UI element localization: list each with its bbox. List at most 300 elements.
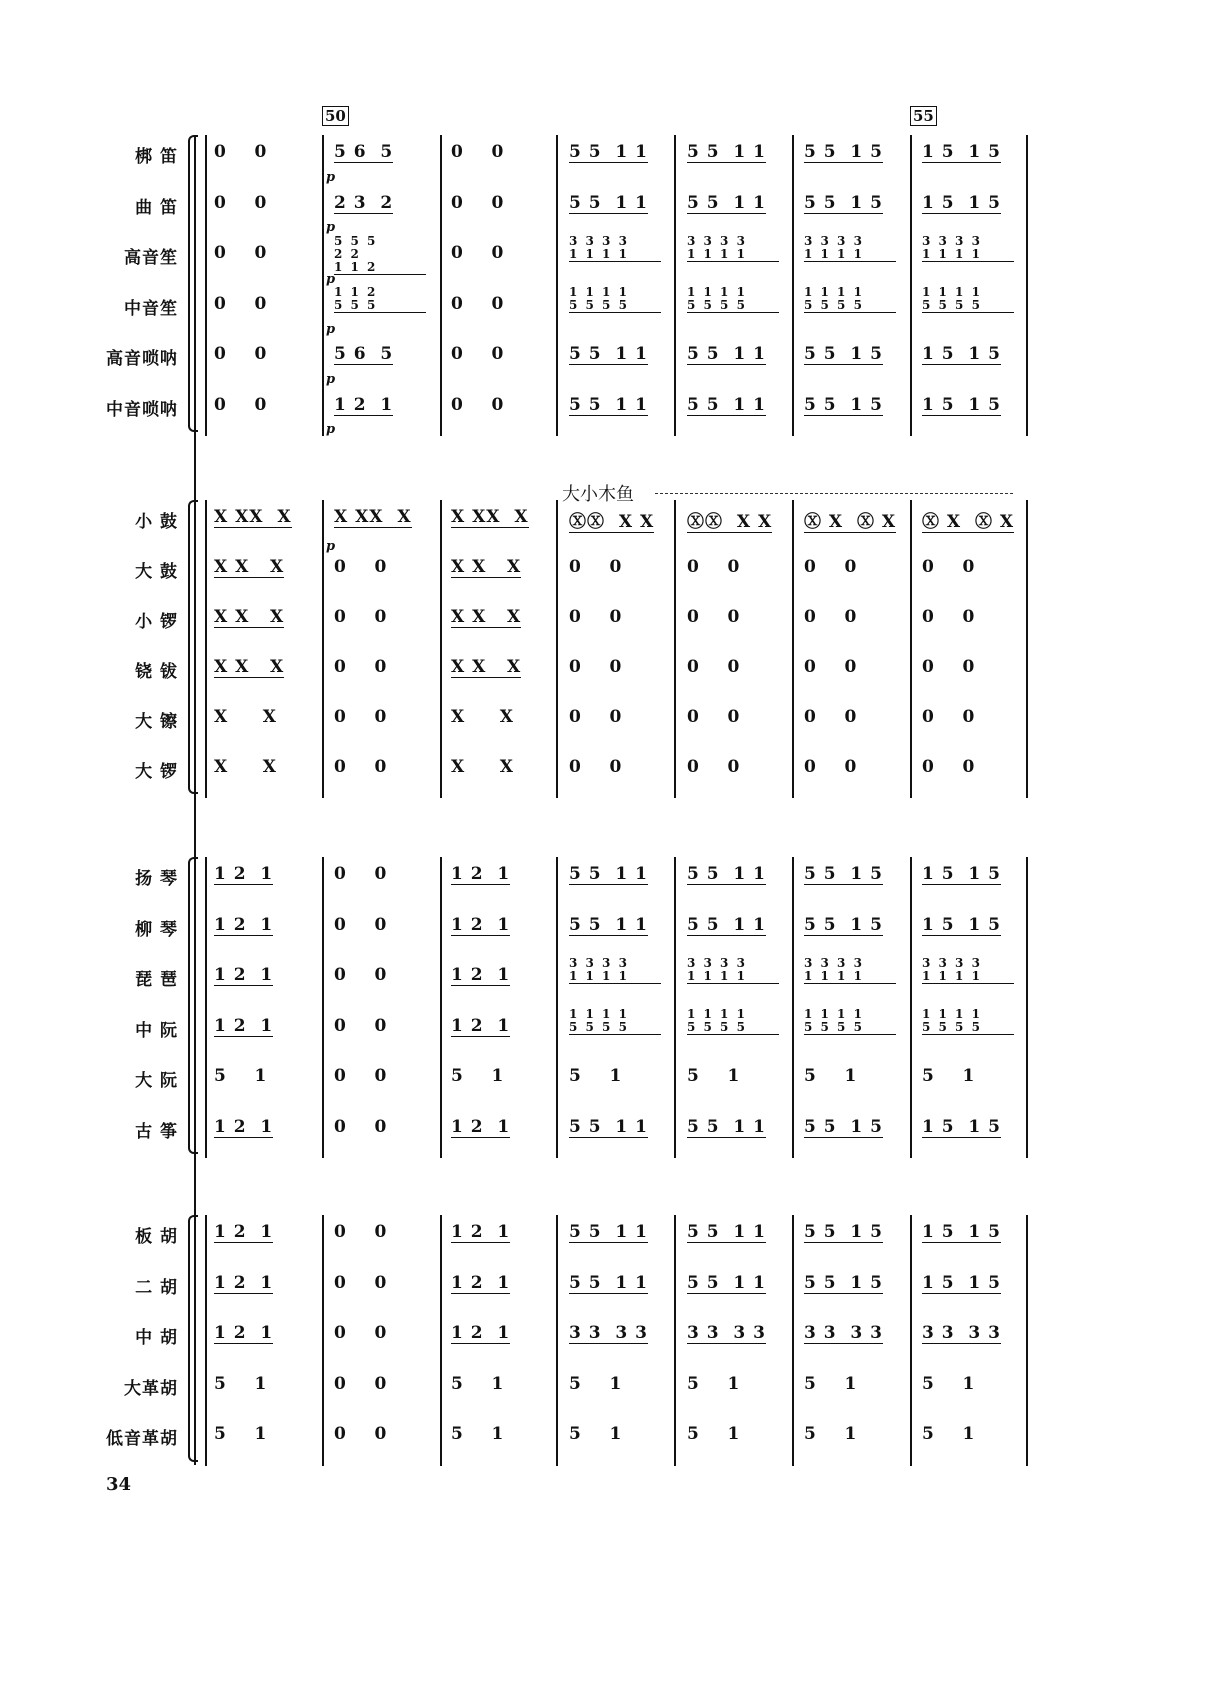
measure-cell — [451, 757, 543, 777]
measure-cell — [214, 1222, 306, 1243]
measure-cell — [451, 1273, 543, 1294]
measure-cell — [451, 243, 543, 263]
measure-cell — [334, 1016, 426, 1036]
barline — [792, 135, 794, 436]
page-number: 34 — [106, 1474, 132, 1495]
measure-cell — [569, 1273, 661, 1294]
measure-cell — [687, 1222, 779, 1243]
note-text: 5 5 1 1 — [687, 1116, 766, 1137]
note-text: 5 5 1 5 — [804, 914, 883, 935]
chord-line: 3 3 3 3 — [569, 956, 629, 970]
chord-line: 1 1 1 1 — [804, 248, 896, 262]
chord-line: 5 5 5 5 — [687, 299, 779, 313]
measure-cell — [687, 657, 779, 677]
measure-cell — [214, 344, 306, 364]
note-text: 1 2 1 — [451, 1015, 511, 1036]
instrument-label: 梆 笛 — [135, 147, 178, 167]
note-text: 0 0 — [922, 557, 976, 577]
measure-cell — [922, 1323, 1014, 1344]
measure-cell — [569, 707, 661, 727]
note-text: 1 5 1 5 — [922, 1272, 1001, 1293]
measure-cell — [334, 1066, 426, 1086]
measure-cell — [804, 1066, 896, 1086]
note-text: 0 0 — [334, 1015, 388, 1036]
measure-cell — [687, 1273, 779, 1294]
note-text: 1 5 1 5 — [922, 914, 1001, 935]
note-text: 5 5 1 1 — [569, 1272, 648, 1293]
note-text: 5 5 1 1 — [569, 864, 648, 884]
measure-cell — [687, 957, 779, 984]
chord-line: 1 1 1 1 — [687, 1006, 747, 1021]
measure-cell — [334, 557, 426, 577]
note-text: 1 2 1 — [214, 965, 274, 985]
note-text: 5 5 1 5 — [804, 1222, 883, 1242]
measure-cell — [922, 607, 1014, 627]
chord-line: 1 1 1 1 — [569, 1006, 629, 1021]
note-text: 1 5 1 5 — [922, 1116, 1001, 1137]
barline — [674, 135, 676, 436]
note-text: 0 0 — [451, 142, 505, 162]
note-text: X X X — [214, 557, 285, 577]
chord-line: 5 5 5 5 — [569, 1021, 661, 1035]
note-text: 5 5 1 1 — [569, 142, 648, 162]
instrument-label: 低音革胡 — [106, 1429, 178, 1449]
instrument-label: 板 胡 — [135, 1227, 178, 1247]
chord-line: 5 5 5 5 — [804, 1021, 896, 1035]
chord-line: 1 1 1 1 — [804, 284, 864, 299]
measure-cell — [334, 757, 426, 777]
note-text: 1 5 1 5 — [922, 142, 1001, 162]
note-text: 5 1 — [451, 1424, 505, 1444]
note-text: 5 5 1 1 — [687, 142, 766, 162]
note-text: 1 2 1 — [214, 1272, 274, 1293]
note-text: 1 2 1 — [334, 394, 394, 415]
measure-cell — [569, 344, 661, 365]
note-text: 5 1 — [569, 1424, 623, 1444]
note-text: 5 1 — [451, 1066, 505, 1086]
measure-cell — [569, 507, 661, 533]
chord-line: 5 5 5 5 — [569, 299, 661, 313]
note-text: 5 5 1 1 — [687, 1272, 766, 1293]
note-text: 1 2 1 — [451, 965, 511, 985]
measure-cell — [687, 286, 779, 313]
instrument-label: 大 阮 — [135, 1071, 178, 1091]
measure-cell — [687, 1117, 779, 1138]
chord-line: 1 1 1 1 — [687, 970, 779, 984]
note-text: 5 5 1 1 — [687, 344, 766, 364]
measure-cell — [687, 915, 779, 936]
chord-line: 1 1 1 1 — [922, 284, 982, 299]
note-text: 5 5 1 1 — [569, 914, 648, 935]
instrument-label: 铙 钹 — [135, 662, 178, 682]
note-text: 5 5 1 5 — [804, 394, 883, 415]
note-text: 0 0 — [334, 607, 388, 627]
measure-cell — [214, 294, 306, 314]
measure-cell — [922, 1424, 1014, 1444]
note-text: 1 2 1 — [451, 1222, 511, 1242]
note-text: 5 1 — [922, 1066, 976, 1086]
chord-line: 1 1 1 1 — [569, 284, 629, 299]
measure-cell — [922, 757, 1014, 777]
instrument-label: 曲 笛 — [135, 197, 178, 218]
barline — [1026, 857, 1028, 1158]
note-text: X X X — [214, 657, 285, 677]
note-text: 0 0 — [214, 344, 268, 364]
barline — [792, 500, 794, 798]
instrument-label: 中 阮 — [135, 1020, 178, 1041]
measure-cell — [804, 557, 896, 577]
note-text: ⓍⓍ X X — [687, 507, 772, 533]
note-text: 0 0 — [451, 243, 505, 263]
note-text: 1 5 1 5 — [922, 344, 1001, 364]
measure-cell — [687, 193, 779, 214]
chord-line: 1 1 1 1 — [922, 1006, 982, 1021]
barline — [440, 135, 442, 436]
measure-cell — [922, 235, 1014, 262]
measure-cell — [451, 1424, 543, 1444]
note-text: 0 0 — [922, 607, 976, 627]
note-text: 0 0 — [569, 607, 623, 627]
barline — [556, 1215, 558, 1466]
note-text: 0 0 — [214, 243, 268, 263]
chord-line: 1 1 1 1 — [569, 248, 661, 262]
note-text: 0 0 — [687, 557, 741, 577]
barline — [910, 857, 912, 1158]
measure-cell — [687, 395, 779, 416]
measure-cell — [922, 193, 1014, 214]
measure-cell — [804, 507, 896, 533]
measure-cell — [451, 607, 543, 628]
note-text: 0 0 — [214, 394, 268, 415]
measure-cell — [687, 557, 779, 577]
measure-cell — [804, 607, 896, 627]
chord-line: 5 5 5 5 — [804, 299, 896, 313]
measure-cell — [334, 1117, 426, 1137]
barline — [205, 500, 207, 798]
instrument-label: 中 胡 — [135, 1328, 178, 1348]
measure-cell — [687, 142, 779, 163]
measure-cell — [334, 657, 426, 677]
measure-cell — [569, 864, 661, 885]
note-text: 5 1 — [687, 1424, 741, 1444]
rehearsal-mark-50: 50 — [322, 106, 349, 126]
chord-line: 1 1 1 1 — [804, 1006, 864, 1021]
note-text: 5 1 — [687, 1373, 741, 1394]
measure-cell — [922, 557, 1014, 577]
instrument-label: 二 胡 — [135, 1277, 178, 1298]
chord-line: 5 5 5 5 — [922, 1021, 1014, 1035]
measure-cell — [334, 915, 426, 935]
note-text: X X — [214, 707, 277, 727]
note-text: X XX X — [214, 507, 292, 527]
measure-cell — [214, 607, 306, 628]
note-text: 0 0 — [334, 864, 388, 884]
measure-cell — [334, 286, 426, 313]
note-text: 1 5 1 5 — [922, 192, 1001, 213]
chord-line: 3 3 3 3 — [922, 956, 982, 970]
note-text: 5 5 1 5 — [804, 864, 883, 884]
instrument-label: 柳 琴 — [135, 919, 178, 940]
chord-line: 1 1 1 1 — [922, 970, 1014, 984]
note-text: 5 5 1 1 — [569, 1222, 648, 1242]
barline — [322, 500, 324, 798]
measure-cell — [922, 395, 1014, 416]
instrument-label: 古 筝 — [135, 1121, 178, 1142]
chord-line: 3 3 3 3 — [922, 234, 982, 248]
measure-cell — [922, 707, 1014, 727]
measure-cell — [334, 193, 426, 214]
measure-cell — [214, 243, 306, 263]
barline — [910, 500, 912, 798]
note-text: 0 0 — [334, 914, 388, 935]
measure-cell — [804, 957, 896, 984]
note-text: 0 0 — [334, 757, 388, 777]
note-text: X X X — [451, 657, 522, 677]
note-text: X X — [451, 757, 514, 777]
note-text: 5 1 — [214, 1373, 268, 1394]
measure-cell — [922, 915, 1014, 936]
note-text: 5 1 — [804, 1424, 858, 1444]
chord-line: 3 3 3 3 — [569, 234, 629, 248]
measure-cell — [922, 1008, 1014, 1035]
measure-cell — [214, 864, 306, 885]
measure-cell — [334, 1374, 426, 1394]
measure-cell — [922, 864, 1014, 885]
note-text: 0 0 — [214, 192, 268, 213]
note-text: 1 5 1 5 — [922, 1222, 1001, 1242]
note-text: 0 0 — [451, 192, 505, 213]
measure-cell — [451, 1016, 543, 1037]
measure-cell — [214, 1016, 306, 1037]
note-text: 1 2 1 — [451, 864, 511, 884]
measure-cell — [922, 1273, 1014, 1294]
note-text: 0 0 — [334, 657, 388, 677]
measure-cell — [922, 286, 1014, 313]
measure-cell — [687, 507, 779, 533]
measure-cell — [687, 235, 779, 262]
measure-cell — [804, 1323, 896, 1344]
barline — [674, 857, 676, 1158]
barline — [1026, 1215, 1028, 1466]
barline — [674, 1215, 676, 1466]
note-text: 5 1 — [922, 1424, 976, 1444]
note-text: 5 5 1 1 — [687, 394, 766, 415]
note-text: 1 2 1 — [214, 1222, 274, 1242]
note-text: 0 0 — [451, 344, 505, 364]
barline — [205, 135, 207, 436]
barline — [440, 857, 442, 1158]
measure-cell — [451, 193, 543, 213]
measure-cell — [922, 507, 1014, 533]
measure-cell — [334, 1222, 426, 1242]
measure-cell — [214, 1273, 306, 1294]
note-text: 1 2 1 — [214, 1015, 274, 1036]
note-text: 5 5 1 1 — [687, 192, 766, 213]
measure-cell — [214, 1424, 306, 1444]
chord-line: 1 1 1 1 — [687, 284, 747, 299]
rehearsal-mark-55: 55 — [910, 106, 937, 126]
note-text: 0 0 — [451, 394, 505, 415]
measure-cell — [569, 607, 661, 627]
chord-line: 5 5 5 — [334, 299, 426, 313]
measure-cell — [214, 1066, 306, 1086]
barline — [910, 135, 912, 436]
measure-cell — [214, 193, 306, 213]
note-text: 1 2 1 — [451, 1323, 511, 1343]
instrument-label: 大 镲 — [135, 712, 178, 732]
measure-cell — [451, 915, 543, 936]
barline — [322, 1215, 324, 1466]
note-text: 5 1 — [687, 1066, 741, 1086]
note-text: 0 0 — [451, 293, 505, 314]
note-text: 3 3 3 3 — [569, 1323, 648, 1343]
note-text: 3 3 3 3 — [922, 1323, 1001, 1343]
chord-line: 1 1 2 — [334, 284, 378, 299]
note-text: 0 0 — [334, 1116, 388, 1137]
instrument-label: 小 锣 — [135, 612, 178, 632]
measure-cell — [569, 1117, 661, 1138]
chord-line: 5 5 5 5 — [922, 299, 1014, 313]
note-text: 0 0 — [334, 1222, 388, 1242]
measure-cell — [804, 915, 896, 936]
group-bracket — [188, 500, 198, 794]
measure-cell — [334, 142, 426, 163]
note-text: X X X — [214, 607, 285, 627]
note-text: Ⓧ X Ⓧ X — [804, 507, 896, 533]
measure-cell — [214, 707, 306, 727]
note-text: 0 0 — [922, 757, 976, 777]
measure-cell — [804, 235, 896, 262]
instrument-label: 高音笙 — [124, 248, 178, 268]
note-text: 5 1 — [569, 1373, 623, 1394]
barline — [1026, 500, 1028, 798]
instrument-label: 中音笙 — [124, 298, 178, 319]
measure-cell — [451, 1066, 543, 1086]
barline — [556, 857, 558, 1158]
measure-cell — [687, 757, 779, 777]
note-text: 5 5 1 1 — [687, 864, 766, 884]
instrument-label: 高音唢呐 — [106, 349, 178, 369]
barline — [556, 500, 558, 798]
measure-cell — [804, 757, 896, 777]
measure-cell — [687, 1374, 779, 1394]
measure-cell — [451, 1222, 543, 1243]
cue-extension-line — [655, 493, 1013, 494]
measure-cell — [804, 1008, 896, 1035]
instrument-label: 琵 琶 — [135, 970, 178, 990]
group-bracket — [188, 1215, 198, 1462]
instrument-label: 小 鼓 — [135, 512, 178, 532]
measure-cell — [451, 294, 543, 314]
measure-cell — [451, 965, 543, 986]
instrument-label: 大 锣 — [135, 762, 178, 782]
note-text: X X — [451, 707, 514, 727]
note-text: 5 1 — [214, 1424, 268, 1444]
note-text: 5 5 1 5 — [804, 142, 883, 162]
measure-cell — [451, 557, 543, 578]
note-text: 1 5 1 5 — [922, 394, 1001, 415]
measure-cell — [804, 707, 896, 727]
measure-cell — [214, 1117, 306, 1138]
note-text: 5 1 — [804, 1066, 858, 1086]
measure-cell — [214, 1323, 306, 1344]
measure-cell — [687, 1008, 779, 1035]
measure-cell — [687, 1424, 779, 1444]
measure-cell — [569, 1066, 661, 1086]
note-text: 0 0 — [569, 707, 623, 727]
note-text: X XX X — [451, 507, 529, 527]
barline — [910, 1215, 912, 1466]
measure-cell — [922, 1374, 1014, 1394]
measure-cell — [687, 607, 779, 627]
instrument-label: 大 鼓 — [135, 562, 178, 582]
barline — [322, 135, 324, 436]
barline — [1026, 135, 1028, 436]
barline — [205, 857, 207, 1158]
barline — [556, 135, 558, 436]
measure-cell — [804, 657, 896, 677]
note-text: 1 2 1 — [214, 1323, 274, 1343]
note-text: 1 5 1 5 — [922, 864, 1001, 884]
measure-cell — [451, 142, 543, 162]
note-text: 0 0 — [804, 707, 858, 727]
measure-cell — [922, 1066, 1014, 1086]
dynamic-mark: p — [326, 372, 336, 387]
dynamic-mark: p — [326, 322, 336, 337]
measure-cell — [804, 1117, 896, 1138]
measure-cell — [922, 344, 1014, 365]
chord-line: 1 1 1 1 — [687, 248, 779, 262]
measure-cell — [804, 193, 896, 214]
chord-line: 3 3 3 3 — [804, 956, 864, 970]
measure-cell — [569, 915, 661, 936]
measure-cell — [569, 957, 661, 984]
note-text: 0 0 — [334, 1323, 388, 1343]
note-text: 2 3 2 — [334, 192, 394, 213]
cue-text: 大小木鱼 — [562, 484, 634, 505]
measure-cell — [214, 915, 306, 936]
measure-cell — [334, 344, 426, 365]
note-text: 5 1 — [214, 1066, 268, 1086]
note-text: 0 0 — [334, 707, 388, 727]
measure-cell — [334, 607, 426, 627]
dynamic-mark: p — [326, 422, 336, 437]
note-text: 5 1 — [922, 1373, 976, 1394]
note-text: 5 5 1 1 — [569, 344, 648, 364]
barline — [674, 500, 676, 798]
measure-cell — [451, 1374, 543, 1394]
measure-cell — [569, 1323, 661, 1344]
measure-cell — [214, 657, 306, 678]
note-text: 0 0 — [922, 707, 976, 727]
note-text: 1 2 1 — [214, 914, 274, 935]
measure-cell — [804, 142, 896, 163]
measure-cell — [804, 286, 896, 313]
dynamic-mark: p — [326, 539, 336, 554]
measure-cell — [569, 1222, 661, 1243]
measure-cell — [334, 707, 426, 727]
note-text: 0 0 — [334, 1272, 388, 1293]
note-text: 5 1 — [451, 1373, 505, 1394]
measure-cell — [451, 507, 543, 528]
measure-cell — [334, 507, 426, 528]
measure-cell — [451, 344, 543, 364]
chord-line: 1 1 1 1 — [922, 248, 1014, 262]
note-text: 5 5 1 1 — [569, 192, 648, 213]
measure-cell — [687, 707, 779, 727]
measure-cell — [804, 864, 896, 885]
note-text: 5 5 1 5 — [804, 1116, 883, 1137]
